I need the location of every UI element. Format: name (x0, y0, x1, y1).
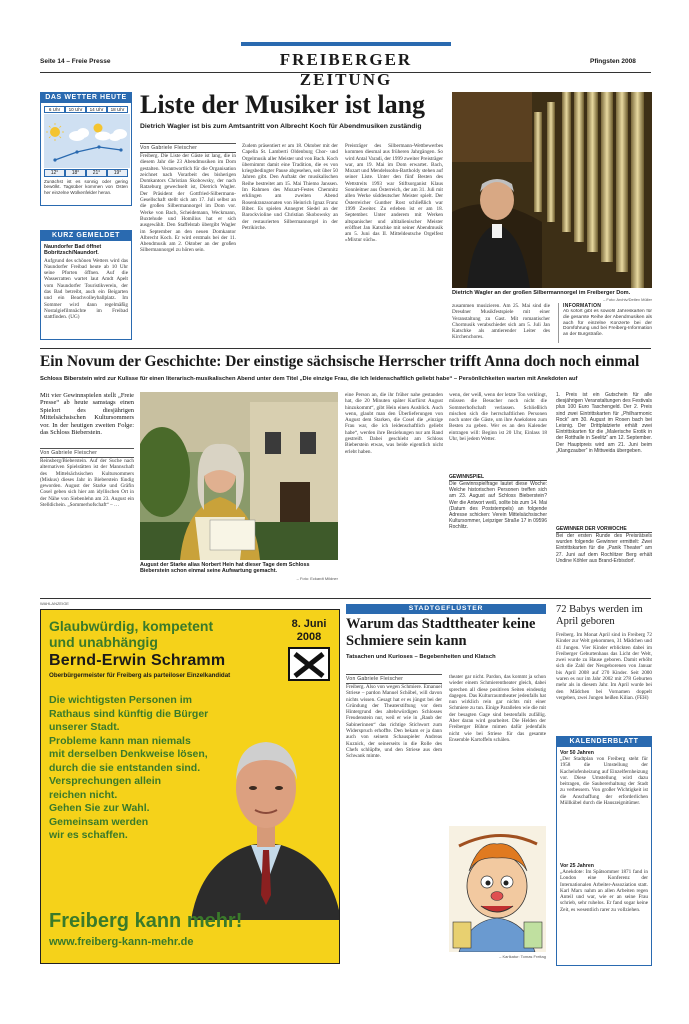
weather-box (40, 92, 132, 206)
stadtgefluester-headline: Warum das Stadttheater keine Schmiere sein kann (346, 616, 536, 649)
kurz-headline: Naundorfer Bad öffnet Bobritzsch/Naundorf. (44, 244, 102, 257)
article1-col5: zusammen musizieren. Am 25. Mai sind die Dresdner Musikfestspiele mit einer Veranstaltung zu Gast. Mit romantischer Chormusik verabschiedet sich am 5. Juli Jan Katschke als amtierender Leiter des Kirchenchores. (452, 303, 550, 341)
weather-temp: 12° (44, 169, 65, 177)
kurz-title: KURZ GEMELDET (41, 231, 131, 241)
issue-date: Pfingsten 2008 (590, 58, 636, 65)
august-photo (140, 392, 338, 560)
article2-col3: wenn, der weiß, wenn der letzte Ton verklingt, müssen die Besucher noch nicht die Sommerhofschaft verlassen. Schließlich mischen sich die herrschaftlichen Personen noch unter die Gäste, um ihre Anekdoten zum Besten zu geben. Wer es an den Kalender eintragen will: Beginn ist 20 Uhr, Einlass 18 Uhr, bei jedem Wetter. (449, 392, 547, 443)
stadtgefluester-subhead: Tatsachen und Kurioses – Begebenheiten und Klatsch (346, 654, 496, 660)
organ-image (452, 92, 652, 288)
weather-time: 14 Uhr (86, 106, 107, 113)
ad-body-line: wir es schaffen. (49, 829, 128, 841)
ad-footer-slogan: Freiberg kann mehr! (49, 910, 243, 932)
section-rule-1 (40, 348, 651, 349)
article1-byline: Von Gabriele Fleischer (140, 143, 236, 153)
kalender-h2: Vor 25 Jahren (560, 863, 594, 869)
babys-text: Freiberg. Im Monat April sind in Freiberg 72 Kinder zur Welt gekommen, 31 Mädchen und 41 Jungen. Vier Kinder erblickten dabei im Freiberger Geburtenhaus das Licht der Welt, zwei wurde zu Hause geboren. Damit erhöht sich die Zahl der Neugeborenen von Januar bis April 2008 auf 270 Kinder. Seit 2000 waren es nur im Jahr 2002 mit 278 Geburten mehr als in diesem Jahr. Im April wurde bei den Mädchen bei Vornamen doppelt vergeben, zwei Jungen heißen Kilian. (FEH) (556, 632, 652, 701)
babys-headline: 72 Babys werden im April geboren (556, 604, 643, 627)
august-photo-caption: August der Starke alias Norbert Hein hat dieser Tage dem Schloss Bieberstein schon einmal seine Aufwartung gemacht. (140, 562, 310, 575)
organ-photo (452, 92, 652, 288)
ad-candidate-name: Bernd-Erwin Schramm (49, 652, 226, 669)
organ-photo-caption: Dietrich Wagler an der großen Silbermannorgel im Freiberger Dom. (452, 290, 631, 296)
sun-icon (94, 124, 112, 141)
weather-temp: 18° (65, 169, 86, 177)
weather-temp: 19° (107, 169, 128, 177)
cloud-icon (109, 129, 127, 141)
ad-body (49, 694, 249, 843)
august-photo-credit: – Foto: Eckardt Mildner (296, 576, 338, 581)
weather-title: DAS WETTER HEUTE (41, 93, 131, 103)
article1-headline: Liste der Musiker ist lang (140, 90, 426, 119)
cartoon (449, 826, 546, 952)
info-title: INFORMATION (563, 303, 602, 309)
ad-body-line: Die wichtigsten Personen im (49, 694, 192, 706)
stadtgefluester-byline: Von Gabriele Fleischer (346, 674, 442, 684)
article2-headline: Ein Novum der Geschichte: Der einstige sächsische Herrscher trifft Anna doch noch einmal (40, 353, 640, 370)
kalender-box (556, 736, 652, 966)
info-text: Ab sofort gibt es sowohl Jahreskarten für die gesamte Reihe der Abendmusiken als auch für einzelne Konzerte bei der Domführung und bei Freiberg-Information an der Burgstraße. (563, 309, 652, 338)
ad-body-line: Probleme kann man niemals (49, 734, 191, 747)
header-rule (40, 72, 651, 73)
weather-temp: 21° (86, 169, 107, 177)
ad-date: 8. Juni 2008 (291, 618, 327, 643)
ad-url[interactable]: www.freiberg-kann-mehr.de (49, 936, 194, 948)
ad-body-line: reichen nicht. (49, 788, 118, 801)
gewinner-title: GEWINNER DER VORWOCHE (556, 526, 652, 533)
weather-times (44, 106, 128, 113)
kalender-h1: Vor 50 Jahren (560, 750, 594, 756)
weather-time: 10 Uhr (65, 106, 86, 113)
gewinner-text: Bei der ersten Runde des Preisrätsels wurden folgende Gewinner ermittelt: Zwei Eintrittskarten für die „Panik Theater“ am 27. Juni auf dem Rochlitzer Berg erhält Undine Köhler aus Brand-Erbisdorf. (556, 533, 652, 564)
page-label: Seite 14 – Freie Presse (40, 58, 111, 65)
ad-slogan: Glaubwürdig, kompetent und unabhängig (49, 618, 214, 650)
organ-photo-credit: – Foto: Archiv/Detlev Müller (603, 297, 652, 302)
stadtgefluester-bar (346, 604, 546, 614)
stadtgefluester-section: STADTGEFLÜSTER (408, 605, 484, 612)
info-box (558, 303, 652, 343)
article2-col5: 1. Preis ist ein Gutschein für alle diesjährigen Veranstaltungen des Festivals plus 100 Euro Taschengeld. Der 2. Preis sind zwei Eintrittskarten für „Philharmonic Rock“ am 30. August im Rosen bach bei Leisnig. Der Drittplatzierte erhält zwei Eintrittskarten für die „Malerische Erotik in der Rotthalle in Seelitz“ am 12. September. Der Hauptpreis wird am 21. Juni beim „Klangzauber“ in Mittweida übergeben. (556, 392, 652, 454)
kalender-t2: „Anekdote: Im Spätsommer 1871 fand in London eine Konferenz der Internationalen Arbeiter-Assoziation statt. Karl Marx nahm an allen Arbeiten regen Anteil und war, wie er an seine Frau schrieb, sehr ruhelos. Er fand sogar keine Zeit, es wesentlich rarer zu vollziehen. (560, 869, 648, 913)
ad-body-line: mit derselben Denkweise lösen, (49, 748, 208, 760)
weather-temps (44, 169, 128, 177)
article2-byline: Von Gabriele Fleischer (40, 448, 134, 458)
gewinnspiel-title: GEWINNSPIEL (449, 474, 547, 481)
masthead: FREIBERGER ZEITUNG (279, 50, 413, 89)
article2-intro: Mit vier Gewinnspielen stellt „Freie Presse“ ab heute samstags einen Spielort des diesjährigen Mittelsächsischen Kultursommers vor. In der heutigen zweiten Folge: das Schloss Bieberstein. (40, 392, 134, 437)
stadtgefluester-col2: theater gar nicht. Pardon, das kommt ja schon wieder einem Schmierentheater gleich, dabei sprechen all diese positiven Seiten eindeutig dagegen. Das Kulturraumtheater jedenfalls hat nun wirklich rein gar nichts mit einer Schmiere zu tun. Einige Parallelen wie die mit der besagten Gage sind bestenfalls zufällig. Aber daran wird gearbeitet. Die Helden der Freiberger Bühne mimen dafür jedenfalls nicht wie bei Striese für das gesamte Ensemble Kartoffeln schälen. (449, 674, 546, 743)
section-rule-2 (40, 598, 651, 599)
gewinnspiel-box (449, 474, 547, 580)
cartoon-image (449, 826, 546, 952)
sun-icon (46, 123, 64, 141)
article2-col2: eine Person an, die ihr früher nahe gestanden hat, die 20 Minuten später Kurfürst August hinzukommt“, gibt Hein einen Ausblick. Auch wenn, glaubt man den Überlieferungen von August dem Starken, die Cosel die „einzige Frau war, die ich leidenschaftlich geliebt habe“, werden ihre Beziehungen nur am Rand gestreift. Dabei geschieht am Schloss Bieberstein etwas, was beide eigentlich nicht erlebt haben. (345, 392, 443, 455)
cloud-icon (69, 128, 89, 141)
kalender-t1: „Der Stadtplan von Freiberg steht für 1958 die Umstellung der Kachelofenheizung auf Einzelfernheizung vor. Diese Umstellung wird dazu beitragen, die Saubererhaltung der Stadt zu verbessern. Von großer Wichtigkeit ist die Anschaffung der erforderlichen Müllkübel durch die Hauszeignitümer. (560, 756, 648, 807)
gewinnspiel-text: Die Gewinnspielfrage lautet diese Woche: Welche historischen Personen treffen sich am 23. August auf Schloss Bieberstein? Wer die Antwort weiß, sollte bis zum 14. Mai (Datum des Poststempels) an folgende Adresse schicken: Verein Mittelsächsischer Kultursommer, Leipziger Straße 17 in 09596 Rochlitz. (449, 481, 547, 531)
ad-body-line: Rathaus sind künftig die Bürger (49, 707, 209, 720)
cartoon-caption: – Karikatur: Tomas Freitag (499, 954, 546, 959)
ad-body-line: Gemeinsam werden (49, 815, 149, 828)
ballot-box-icon (287, 646, 331, 682)
ad-body-line: Versprechungen allein (49, 775, 162, 787)
article1-subhead: Dietrich Wagler ist bis zum Amtsantritt von Albrecht Koch für Abendmusiken zuständig (140, 123, 422, 130)
ad-body-line: Gehen Sie zur Wahl. (49, 802, 150, 814)
weather-caption: Zunächst ist es sonnig oder gering bewölkt. Tagsüber kommen von Osten her einzelne Wolkenfelder heran. (44, 179, 128, 195)
stadtgefluester-col1: Freiberg. Also von wegen Schmiere. Emanuel Striese – pardon Manuel Schöbel, will davon nichts wissen. Gesagt hat er es jüngst bei der Gründung der Theaterstiftung vor dem Hintergrund des altehrwürdigen Schlosses Freudenstein nur, weil er wie in „Raub der Sabinerinnen“ das richtige Stichwort zum Widerspruch erhoffte. Den bekam er ja dann auch von seinem Schauspieler Andreas Kuznick, der seinerseits in die Rolle des Chefs schlüpfte, und den Striese aus dem Schwank mimte. (346, 684, 442, 760)
ad-body-line: durch die sie entstanden sind. (49, 761, 201, 774)
gewinner-box (556, 526, 652, 580)
article1-col3: Preisträger des Silbermann-Wettbewerbes kommen diesmal aus früheren Jahrgängen. So wird Antal Varadi, der 1999 zweiter Preisträger war, am 19. Mai im Dom erwartet. Bach, Mozart und Mendelssohn-Bartholdy stehen auf seiner Liste. Unter den fünf Besten des Wettstreits 1993 war Stiftsorganist Klaus Sonnleitner aus Österreich, der am 31. Juli mit allen Werke süddeutscher Meister spielt. Der Österreicher Gunther Rost schließlich war 1999 Zweiter. Zu erleben ist er am 18. September. Unter anderem mit Werken altspanischer und altitalienischer Meister eröffnet Jan Katschke mit seiner Abendmusik am 5. Juni das II. Mitteldeutsche Orgelfest »Mixtur süch«. (345, 143, 443, 244)
weather-time: 18 Uhr (107, 106, 128, 113)
weather-icons (44, 114, 130, 168)
kurz-box (40, 230, 132, 340)
august-image (140, 392, 338, 560)
election-ad (40, 609, 340, 964)
ad-subtitle: Oberbürgermeister für Freiberg als parteiloser Einzelkandidat (49, 672, 231, 679)
article2-col1: Reinsberg/Bieberstein. Auf der Suche nach alternativen Spielstätten ist der Mannschaft des Mittelsächsischen Kultursommers (Miskus) dieses Jahr in Bieberstein fündig geworden. August der Starke und Gräfin Cosel geben sich hier am idyllischen Ort in der Nähe von Siebenlehn am 23. August ein Stelldichein. „Sommerhofschaft“ – … (40, 458, 134, 509)
kalender-title: KALENDERBLATT (557, 737, 651, 747)
ad-label: WAHLANZEIGE (40, 601, 69, 606)
article1-col2: Zudem präsentiert er am 18. Oktober mit der Capella St. Lamberti Oldenburg Chor- und Orgelmusik aller Meister und von Bach. Koch übernimmt damit eine Tradition, die es von kriegsbedingter Pause abgesehen, seit über 50 Jahren gibt. Den Auftakt der musikalischen Reihe bestreitet am 15. Mai Thiemo Janssen. Im Rahmen des Mozart-Festes Chemnitz erklingen am zweiten Abend Rosenkranzsonaten von Heinrich Ignaz Franz Biber. Es spielen Annegret Siedel an der Barockvioline und Christian Skobowsky an der restaurierten Silbermannorgel in der Petrikirche. (242, 143, 338, 231)
weather-time: 6 Uhr (44, 106, 65, 113)
ad-body-line: unserer Stadt. (49, 721, 120, 733)
article1-col1: Freiberg. Die Liste der Gäste ist lang, die in diesem Jahr die 23 Abendmusiken im Dom gestalten. Verantwortlich für die Organisation zeichnet nach Vorarbeit des bisherigen Domkantors Christian Skobowsky, der nach Ratzeburg gewechselt ist, Dietrich Wagler. Der Präsident der Gottfried-Silbermann-Gesellschaft stellt sich am 17. Juli selbst an die großen Silbermannorgel im Dom vor. Werke von Bach, Scheidemann, Weckmann, Buxtehude und Homilius hat er sich ausgewählt. Den Staffelstab übergibt Wagler im September an den neuen Domkantor Albrecht Koch. Er wird erstmals bei der 11. Abendmusik am 2. Oktober an der großen Silbermannorgel zu hören sein. (140, 153, 236, 254)
masthead-top-bar (241, 42, 451, 46)
kurz-text: Aufgrund des schönen Wetters wird das Naundorfer Freibad heute ab 10 Uhr seine Pforten öffnen. Auf die Wasserratten wartet laut Amdt Apelt vom Naundorfer Touristikverein, der das Bad betreibt, auch ein Beigarten und ein Beachvolleyballplatz. Im Sommer wird dann regelmäßig Nostalgiefilmnächte im Freibad stattfinden. (UG) (44, 257, 128, 321)
article2-subhead: Schloss Biberstein wird zur Kulisse für einen literarisch-musikalischen Abend unter dem Titel „Die einzige Frau, die ich leidenschaftlich geliebt habe“ – Persönlichkeiten warten mit Anekdoten auf (40, 376, 578, 382)
